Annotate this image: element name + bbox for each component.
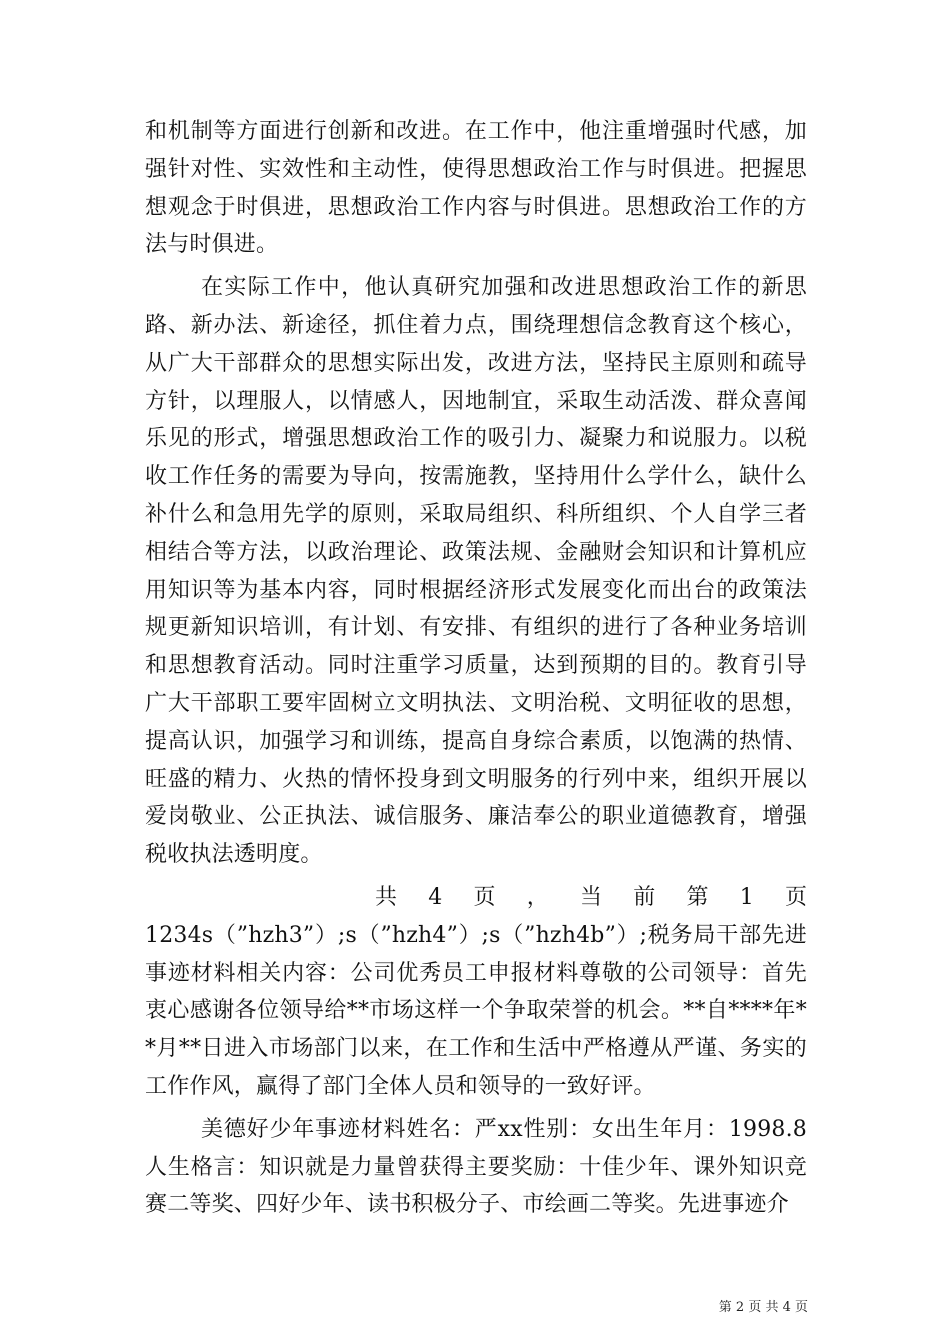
paragraph-1: 和机制等方面进行创新和改进。在工作中，他注重增强时代感，加强针对性、实效性和主动性，使得思想政治工作与时俱进。把握思想观念于时俱进，思想政治工作内容与时俱进。思想政治工作的方法与时俱进。 (145, 119, 807, 258)
page-footer: 第 2 页 共 4 页 (718, 1300, 808, 1315)
page-count-char: 页 (473, 884, 496, 910)
paragraph-2: 在实际工作中，他认真研究加强和改进思想政治工作的新思路、新办法、新途径，抓住着力点，围绕理想信念教育这个核心，从广大干部群众的思想实际出发，改进方法，坚持民主原则和疏导方针，以理服人，以情感人，因地制宜，采取生动活泼、群众喜闻乐见的形式，增强思想政治工作的吸引力、凝聚力和说服力。以税收工作任务的需要为导向，按需施教，坚持用什么学什么，缺什么补什么和急用先学的原则，采取局组织、科所组织、个人自学三者相结合等方法，以政治理论、政策法规、金融财会知识和计算机应用知识等为基本内容，同时根据经济形式发展变化而出台的政策法规更新知识培训，有计划、有安排、有组织的进行了各种业务培训和思想教育活动。同时注重学习质量，达到预期的目的。教育引导广大干部职工要牢固树立文明执法、文明治税、文明征收的思想，提高认识，加强学习和训练，提高自身综合素质，以饱满的热情、旺盛的精力、火热的情怀投身到文明服务的行列中来，组织开展以爱岗敬业、公正执法、诚信服务、廉洁奉公的职业道德教育，增强税收执法透明度。 (145, 275, 807, 868)
document-body (145, 113, 807, 1229)
page-count-char: 4 (428, 884, 443, 910)
page-count-char: 前 (633, 884, 656, 910)
page-count-char: 第 (686, 884, 709, 910)
paragraph-4: 美德好少年事迹材料姓名：严xx性别：女出生年月：1998.8人生格言：知识就是力量曾获得主要奖励：十佳少年、课外知识竞赛二等奖、四好少年、读书积极分子、市绘画二等奖。先进事迹介 (145, 1116, 807, 1218)
page-count-char: 1 (739, 884, 754, 910)
page-count-char: 当 (579, 884, 602, 910)
paragraph-3: 1234s（”hzh3”）;s（”hzh4”）;s（”hzh4b”）;税务局干部先进事迹材料相关内容：公司优秀员工申报材料尊敬的公司领导：首先衷心感谢各位领导给**市场这样一个争取荣誉的机会。**自****年**月**日进入市场部门以来，在工作和生活中严格遵从严谨、务实的工作作风，赢得了部门全体人员和领导的一致好评。 (145, 922, 807, 1099)
page-count-char: ， (526, 884, 549, 910)
page-count-char: 页 (784, 884, 807, 910)
page-count-line (145, 879, 807, 917)
page-count-char: 共 (375, 884, 398, 910)
